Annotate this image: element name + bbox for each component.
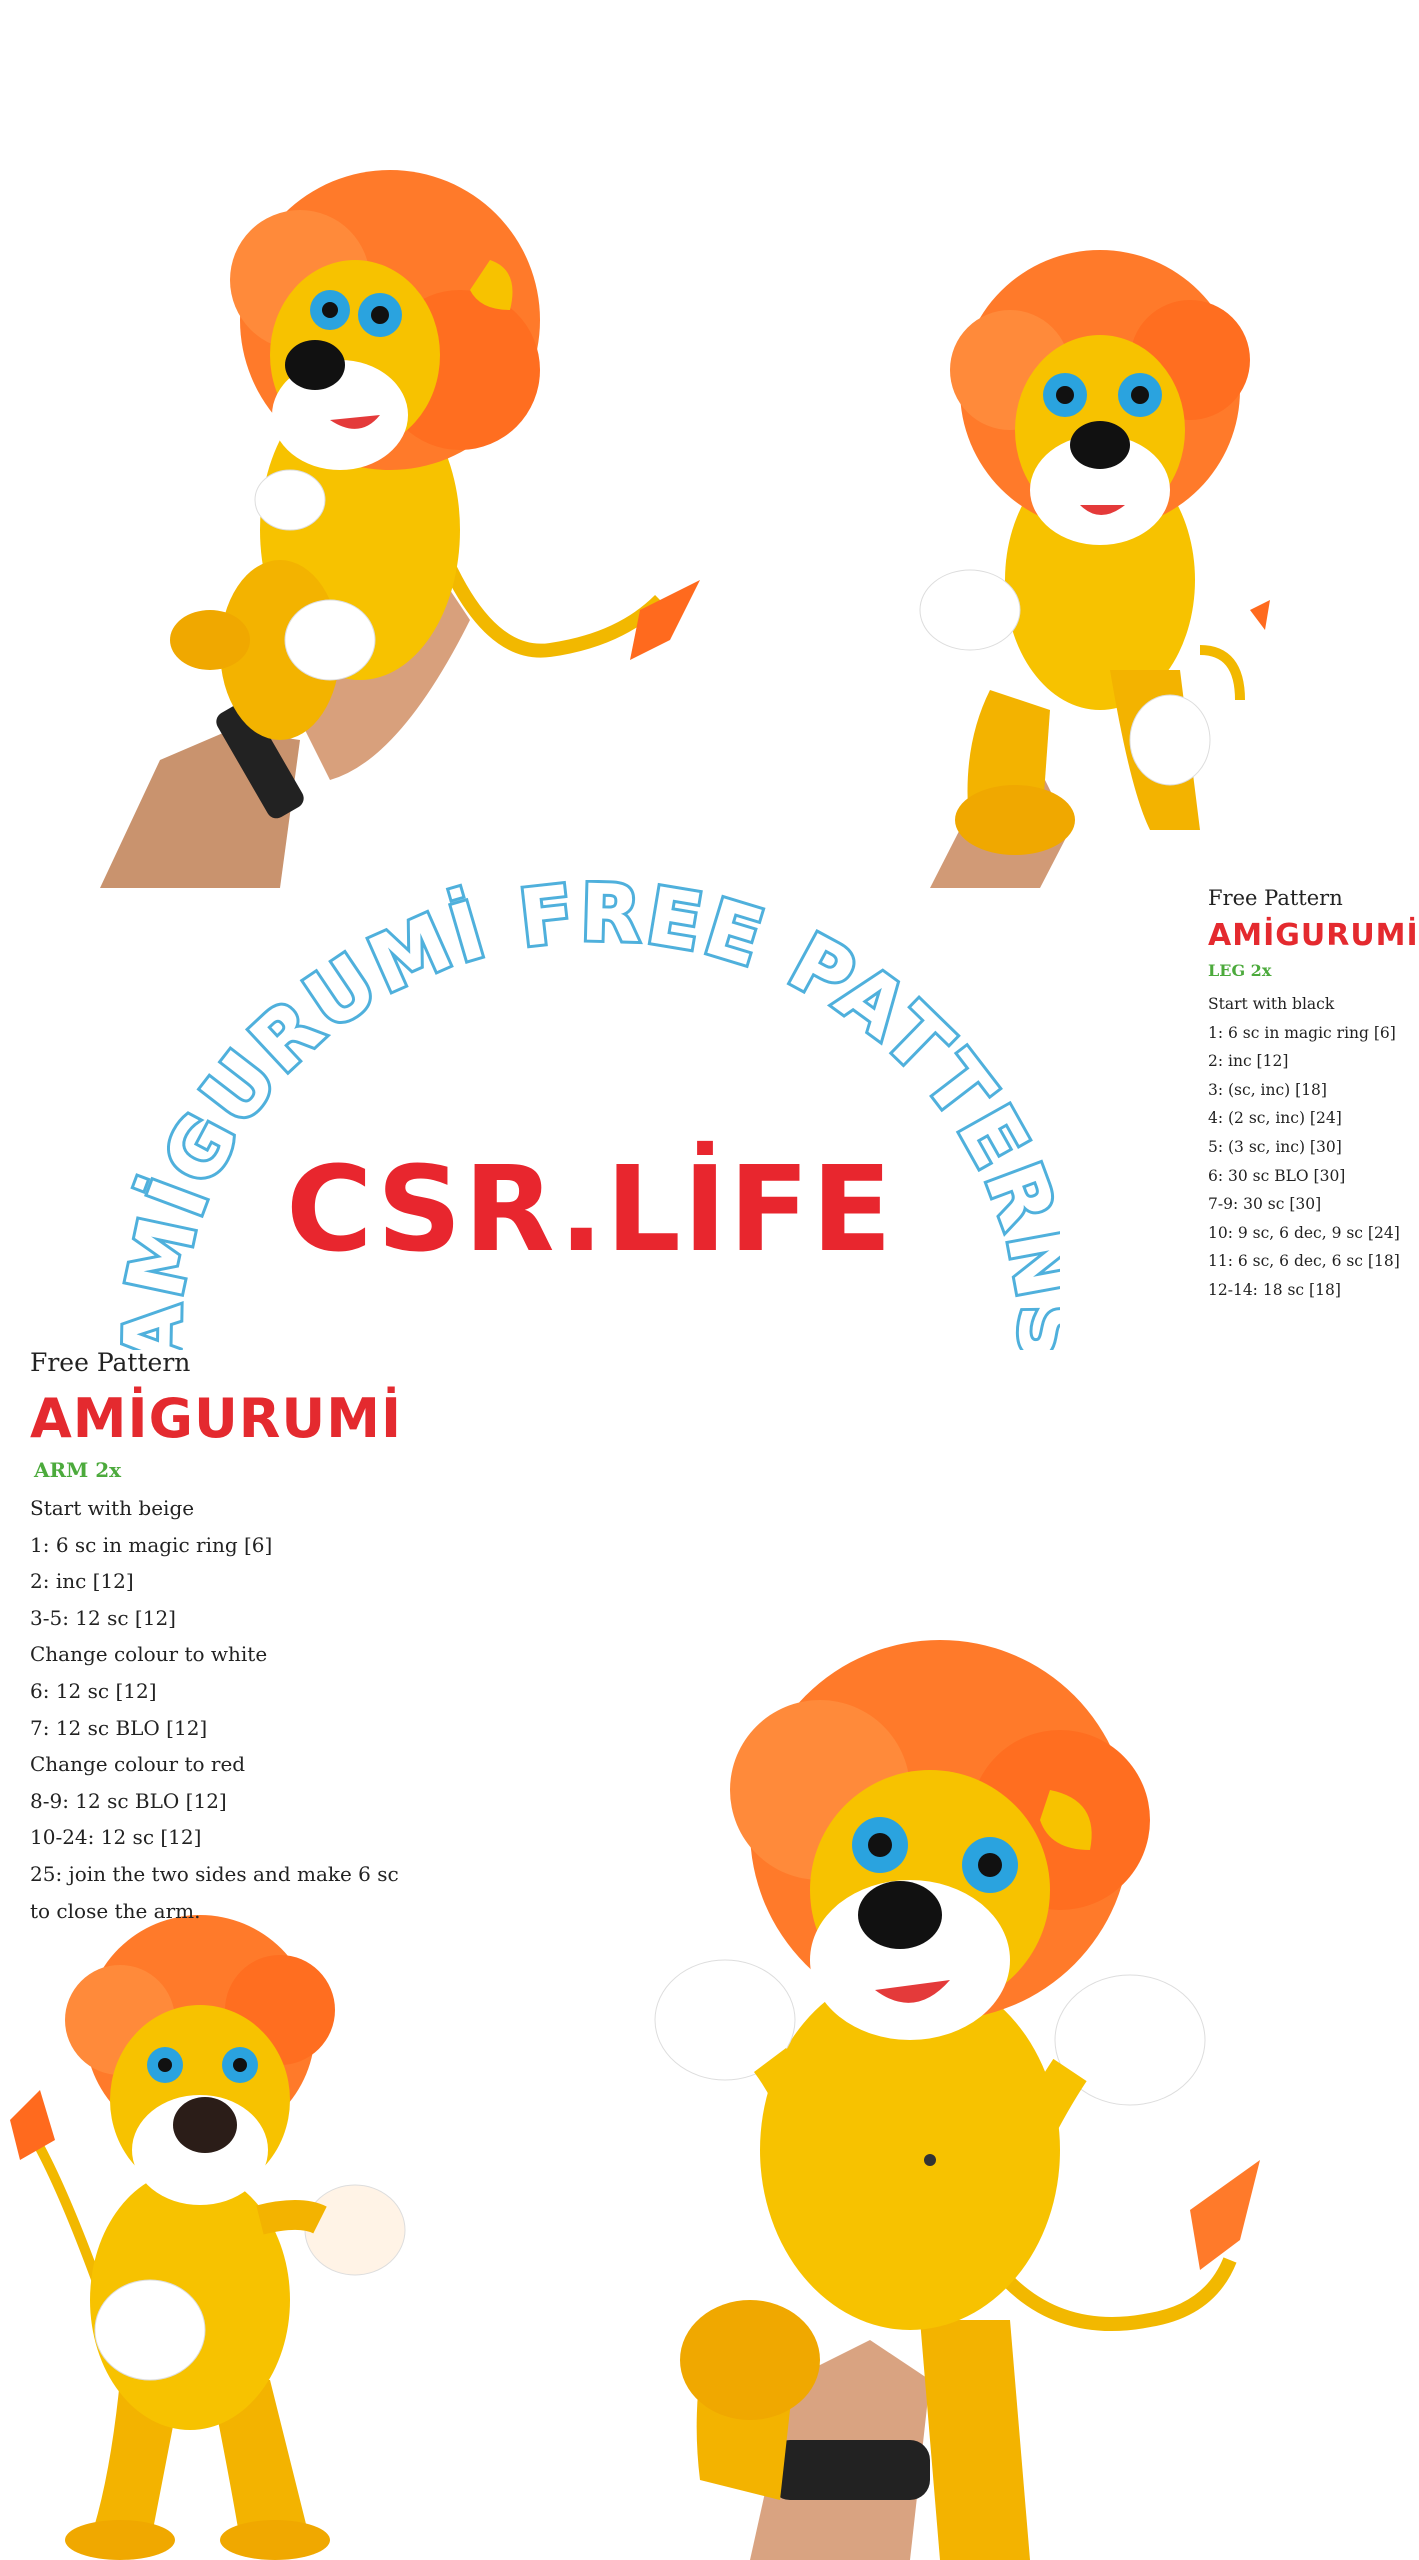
pattern-section-title: LEG 2x xyxy=(1208,961,1272,980)
pattern-line: Start with black xyxy=(1208,995,1335,1013)
pattern-line: 12-14: 18 sc [18] xyxy=(1208,1280,1341,1299)
amigurumi-heading: AMİGURUMİ xyxy=(1208,918,1419,953)
pattern-line: 2: inc [12] xyxy=(30,1569,134,1594)
pattern-line: 1: 6 sc in magic ring [6] xyxy=(1208,1023,1396,1042)
pattern-line: 2: inc [12] xyxy=(1208,1052,1289,1071)
arm-pattern-block xyxy=(30,1348,430,1929)
pattern-line: 3-5: 12 sc [12] xyxy=(30,1605,176,1630)
pattern-section-title: ARM 2x xyxy=(34,1458,122,1482)
pattern-line: 6: 30 sc BLO [30] xyxy=(1208,1166,1346,1185)
pattern-line: 7: 12 sc BLO [12] xyxy=(30,1715,208,1740)
free-pattern-label: Free Pattern xyxy=(1208,886,1343,910)
pattern-line: 4: (2 sc, inc) [24] xyxy=(1208,1109,1342,1128)
site-logo xyxy=(120,880,1060,1350)
lion-photo-3 xyxy=(0,1920,420,2560)
pattern-line: 11: 6 sc, 6 dec, 6 sc [18] xyxy=(1208,1252,1400,1271)
lion-photo-2 xyxy=(900,230,1300,888)
pattern-line: 7-9: 30 sc [30] xyxy=(1208,1195,1322,1214)
pattern-line: Start with beige xyxy=(30,1496,195,1520)
logo-brand-text: CSR.LİFE xyxy=(286,1140,894,1278)
leg-pattern-block xyxy=(1208,886,1419,1305)
pattern-line: 1: 6 sc in magic ring [6] xyxy=(30,1532,273,1557)
pattern-line: 5: (3 sc, inc) [30] xyxy=(1208,1137,1342,1156)
pattern-line: 10: 9 sc, 6 dec, 9 sc [24] xyxy=(1208,1223,1400,1242)
lion-photo-4 xyxy=(630,1620,1290,2560)
amigurumi-heading: AMİGURUMİ xyxy=(30,1387,403,1450)
pattern-line: 6: 12 sc [12] xyxy=(30,1678,157,1703)
pattern-line: 8-9: 12 sc BLO [12] xyxy=(30,1788,227,1813)
free-pattern-label: Free Pattern xyxy=(30,1348,191,1377)
pattern-line: Change colour to red xyxy=(30,1752,246,1777)
pattern-line: Change colour to white xyxy=(30,1642,268,1667)
logo-arc-text: MİGURUMİ FREE PATTE xyxy=(120,880,1047,1305)
lion-photo-1 xyxy=(100,140,680,888)
pattern-line: 3: (sc, inc) [18] xyxy=(1208,1080,1327,1099)
pattern-line: to close the arm. xyxy=(30,1898,201,1923)
pattern-line: 10-24: 12 sc [12] xyxy=(30,1825,202,1850)
pattern-line: 25: join the two sides and make 6 sc xyxy=(30,1861,399,1886)
